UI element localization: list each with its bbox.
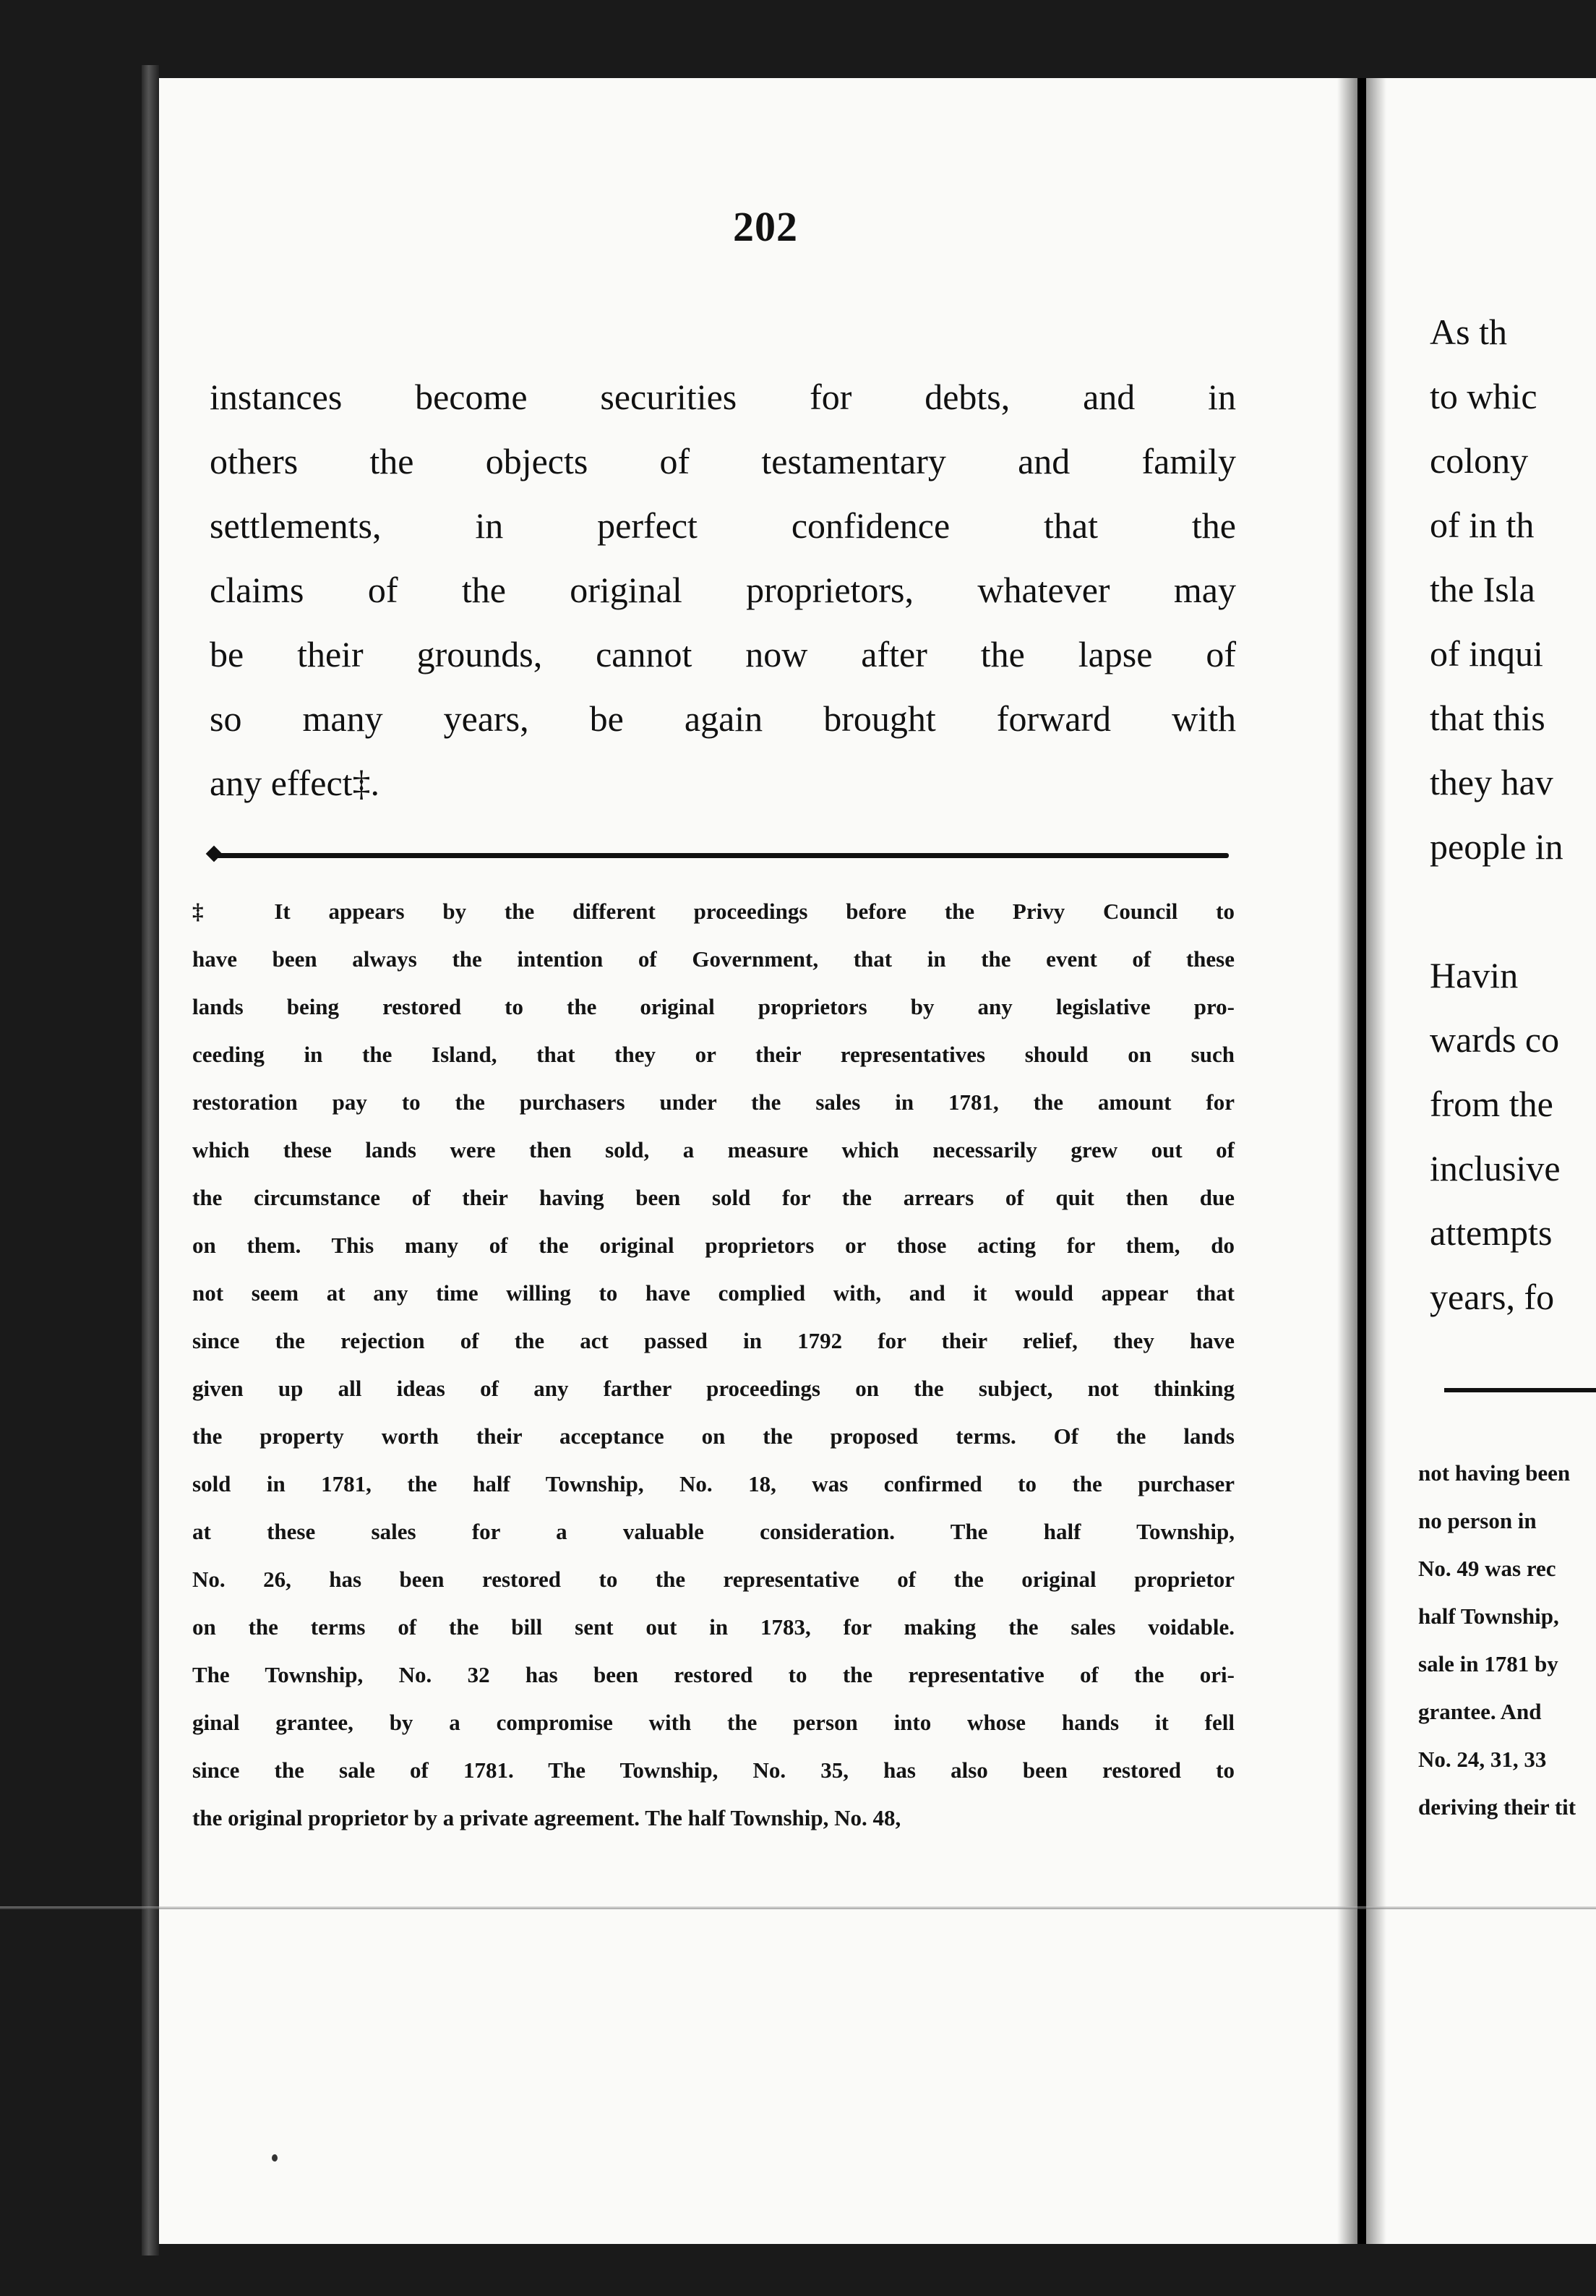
footnote-line: No. 26, has been restored to the representative of the original proprietor [192, 1567, 1235, 1592]
text-line: so many years, be again brought forward with [210, 698, 1236, 739]
footnote-line: the circumstance of their having been sold for the arrears of quit then due [192, 1185, 1235, 1210]
footnote-line: deriving their tit [1418, 1794, 1576, 1820]
footnote-line: sale in 1781 by [1418, 1651, 1558, 1676]
footnote-line: ‡ It appears by the different proceedings before the Privy Council to [192, 899, 1235, 924]
footnote-line: half Township, [1418, 1603, 1559, 1629]
footnote-line: ginal grantee, by a compromise with the person into whose hands it fell [192, 1710, 1235, 1735]
footnote-line: since the rejection of the act passed in 1792 for their relief, they have [192, 1328, 1235, 1353]
text-line: settlements, in perfect confidence that the [210, 505, 1236, 546]
text-line: years, fo [1430, 1277, 1555, 1317]
footnote-line: no person in [1418, 1508, 1537, 1533]
text-line: inclusive [1430, 1148, 1561, 1188]
text-line: colony [1430, 440, 1529, 481]
ink-speck [272, 2154, 278, 2162]
gutter-shadow [1337, 78, 1357, 2244]
footnote-line: not having been [1418, 1460, 1571, 1486]
text-line: wards co [1430, 1019, 1560, 1060]
right-page-text [1430, 300, 1596, 1329]
footnote-line: No. 49 was rec [1418, 1556, 1556, 1581]
footnote-line: on them. This many of the original proprietors or those acting for them, do [192, 1233, 1235, 1258]
main-text [210, 365, 1236, 815]
footnote [192, 888, 1235, 1842]
page-number: 202 [733, 203, 798, 250]
text-line: from the [1430, 1084, 1553, 1124]
text-line: they hav [1430, 762, 1553, 802]
footnote-line: restoration pay to the purchasers under the sales in 1781, the amount for [192, 1089, 1235, 1115]
footnote-line: the original proprietor by a private agreement. The half Township, No. 48, [192, 1805, 901, 1830]
footnote-line: which these lands were then sold, a measure which necessarily grew out of [192, 1137, 1235, 1162]
right-footnote [1418, 1449, 1596, 1831]
text-line: to whic [1430, 376, 1537, 416]
text-line: people in [1430, 826, 1563, 867]
footnote-line: on the terms of the bill sent out in 1783, for making the sales voidable. [192, 1614, 1235, 1640]
footnote-rule [214, 853, 1229, 858]
text-line: the Isla [1430, 569, 1535, 609]
text-line: that this [1430, 698, 1545, 738]
text-line: As th [1430, 312, 1507, 352]
footnote-line: not seem at any time willing to have complied with, and it would appear that [192, 1280, 1235, 1306]
footnote-line: ceeding in the Island, that they or their representatives should on such [192, 1042, 1235, 1067]
footnote-line: lands being restored to the original proprietors by any legislative pro- [192, 994, 1235, 1019]
footnote-line: No. 24, 31, 33 [1418, 1747, 1547, 1772]
text-line: be their grounds, cannot now after the lapse of [210, 634, 1236, 674]
footnote-line: since the sale of 1781. The Township, No. 35, has also been restored to [192, 1757, 1235, 1783]
text-line: instances become securities for debts, and in [210, 377, 1236, 417]
text-line: of in th [1430, 505, 1535, 545]
text-line: any effect‡. [210, 763, 380, 803]
book-gutter [1357, 78, 1366, 2244]
footnote-line: have been always the intention of Government, that in the event of these [192, 946, 1235, 972]
text-line: Havin [1430, 955, 1519, 995]
text-line: others the objects of testamentary and family [210, 441, 1236, 481]
footnote-line: at these sales for a valuable consideration. The half Township, [192, 1519, 1235, 1544]
footnote-line: the property worth their acceptance on the proposed terms. Of the lands [192, 1423, 1235, 1449]
book-spine-edge [142, 65, 159, 2256]
footnote-line: The Township, No. 32 has been restored to the representative of the ori- [192, 1662, 1235, 1687]
footnote-line: given up all ideas of any farther proceedings on the subject, not thinking [192, 1376, 1235, 1401]
footnote-line: sold in 1781, the half Township, No. 18, was confirmed to the purchaser [192, 1471, 1235, 1496]
text-line: attempts [1430, 1212, 1553, 1253]
footnote-line: grantee. And [1418, 1699, 1542, 1724]
right-footnote-rule [1444, 1388, 1596, 1392]
gutter-shadow-right [1366, 78, 1386, 2244]
scan-artifact-line [0, 1906, 1596, 1909]
text-line: claims of the original proprietors, whatever may [210, 570, 1236, 610]
text-line: of inqui [1430, 633, 1543, 674]
